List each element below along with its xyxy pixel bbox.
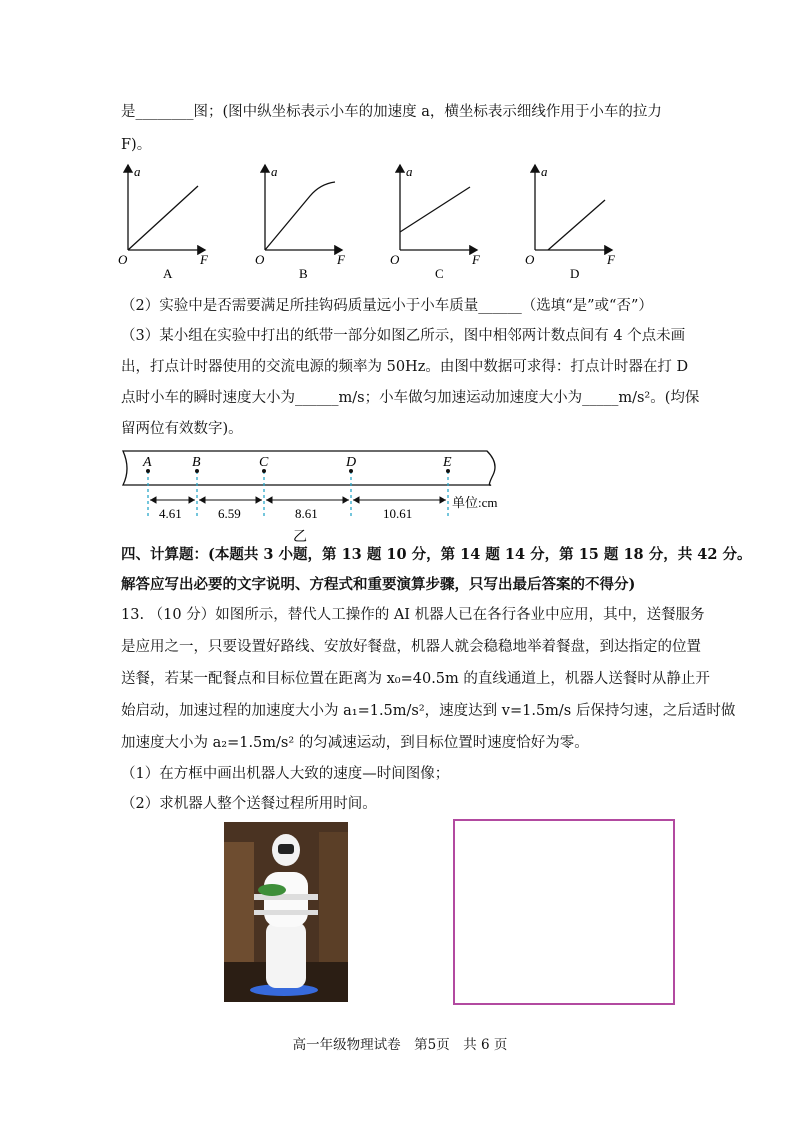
- tape-caption: 乙: [293, 530, 307, 545]
- graph-a-origin: O: [118, 252, 128, 267]
- graph-b-y-label: a: [271, 164, 278, 179]
- q3-text-line3: 点时小车的瞬时速度大小为______m/s；小车做匀加速运动加速度大小为_____m/s²。(均保: [121, 390, 700, 406]
- graph-c-option: C: [435, 266, 444, 281]
- graph-b-origin: O: [255, 252, 265, 267]
- graph-d-x-label: F: [607, 252, 615, 267]
- graph-b-option: B: [299, 266, 308, 281]
- graph-c: [390, 164, 481, 281]
- tape-distance-de: 10.61: [383, 506, 413, 521]
- q2-text: （2）实验中是否需要满足所挂钩码质量远小于小车质量______（选填“是”或“否”）: [121, 298, 653, 314]
- graph-d: [525, 164, 616, 281]
- section4-heading-line1: 四、计算题：(本题共 3 小题，第 13 题 10 分，第 14 题 14 分，第 15 题 18 分，共 42 分。: [121, 546, 752, 563]
- page-footer: 高一年级物理试卷 第5页 共 6 页: [292, 1037, 508, 1053]
- graph-a-y-label: a: [134, 164, 141, 179]
- graph-c-origin: O: [390, 252, 400, 267]
- q1-text-line2: F)。: [121, 137, 152, 153]
- tape-point-c: C: [259, 455, 269, 470]
- tape-point-e: E: [443, 455, 452, 470]
- tape-distance-bc: 6.59: [218, 506, 241, 521]
- graph-c-y-label: a: [406, 164, 413, 179]
- q3-text-line2: 出，打点计时器使用的交流电源的频率为 50Hz。由图中数据可求得：打点计时器在打 D: [121, 359, 689, 375]
- tape-distance-cd: 8.61: [295, 506, 318, 521]
- tape-point-b: B: [192, 455, 201, 470]
- q13-text-line3: 送餐，若某一配餐点和目标位置在距离为 x₀=40.5m 的直线通道上，机器人送餐时从静止开: [121, 671, 710, 687]
- paper-tape-figure: [115, 445, 525, 550]
- graph-a-x-label: F: [200, 252, 208, 267]
- tape-unit: 单位:cm: [452, 495, 498, 510]
- q13-text-line2: 是应用之一，只要设置好路线、安放好餐盘，机器人就会稳稳地举着餐盘，到达指定的位置: [121, 639, 701, 655]
- graph-a: [118, 164, 209, 281]
- tape-distance-ab: 4.61: [159, 506, 182, 521]
- q3-text-line1: （3）某小组在实验中打出的纸带一部分如图乙所示，图中相邻两计数点间有 4 个点未画: [121, 328, 686, 344]
- q13-sub1: （1）在方框中画出机器人大致的速度—时间图像；: [121, 766, 450, 782]
- graph-d-option: D: [570, 266, 580, 281]
- robot-photo: [224, 822, 348, 1002]
- graph-d-y-label: a: [541, 164, 548, 179]
- tape-point-a: A: [143, 455, 152, 470]
- graph-b-x-label: F: [337, 252, 345, 267]
- q1-text-line1: 是________图；(图中纵坐标表示小车的加速度 a，横坐标表示细线作用于小车的拉力: [121, 104, 662, 120]
- graph-c-x-label: F: [472, 252, 480, 267]
- graph-d-origin: O: [525, 252, 535, 267]
- section4-heading-line2: 解答应写出必要的文字说明、方程式和重要演算步骤，只写出最后答案的不得分): [121, 576, 636, 593]
- q13-text-line5: 加速度大小为 a₂=1.5m/s² 的匀减速运动，到目标位置时速度恰好为零。: [121, 735, 589, 751]
- q13-text-line1: 13. （10 分）如图所示，替代人工操作的 AI 机器人已在各行各业中应用，其中，送餐服务: [121, 607, 705, 623]
- graph-options: [110, 160, 630, 285]
- q13-sub2: （2）求机器人整个送餐过程所用时间。: [121, 796, 377, 812]
- q3-text-line4: 留两位有效数字)。: [121, 421, 243, 437]
- answer-drawing-box[interactable]: [453, 819, 675, 1005]
- graph-b: [255, 164, 346, 281]
- tape-point-d: D: [346, 455, 357, 470]
- q13-text-line4: 始启动，加速过程的加速度大小为 a₁=1.5m/s²，速度达到 v=1.5m/s 后保持匀速，之后适时做: [121, 703, 736, 719]
- graph-a-option: A: [163, 266, 173, 281]
